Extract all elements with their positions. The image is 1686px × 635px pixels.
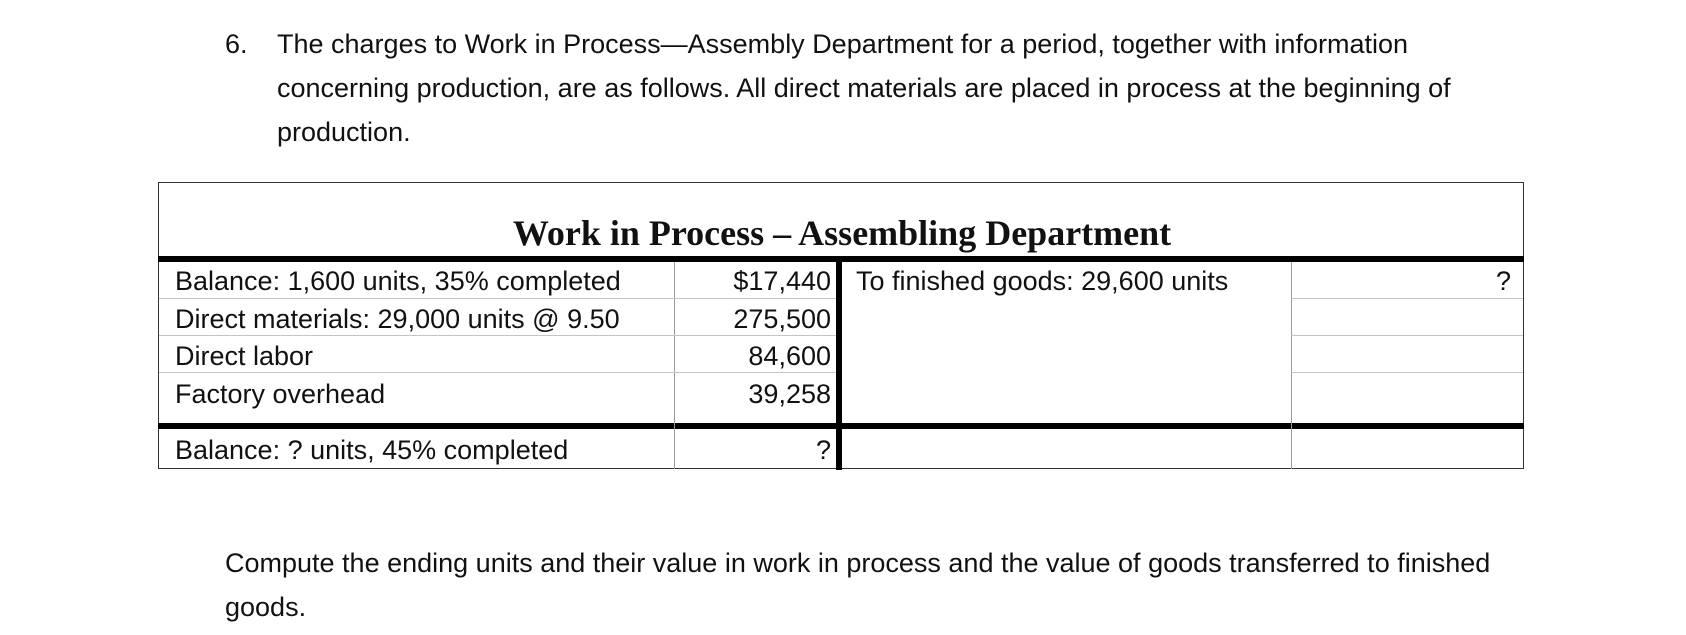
debit-row-amount: 84,600 xyxy=(748,341,831,371)
ending-balance-label: Balance: ? units, 45% completed xyxy=(175,435,569,465)
ending-balance-amount: ? xyxy=(815,435,831,465)
t-account xyxy=(158,182,1524,469)
credit-column-divider xyxy=(1291,262,1292,469)
problem-number: 6. xyxy=(225,29,248,59)
debit-row-amount: $17,440 xyxy=(733,266,831,296)
instruction-text: Compute the ending units and their value in work in process and the value of goods transferred to finished goods. xyxy=(225,548,1491,622)
row-divider xyxy=(1291,372,1523,373)
debit-column-divider xyxy=(674,262,675,469)
debit-row-amount: 39,258 xyxy=(748,379,831,409)
problem-text: The charges to Work in Process—Assembly Department for a period, together with information concerning production, are as follows. All direct materials are placed in process at the beginning of production. xyxy=(277,29,1451,147)
center-rule xyxy=(836,256,842,470)
row-divider xyxy=(159,335,836,336)
debit-row-amount: 275,500 xyxy=(733,304,831,334)
debit-row-label: Direct materials: 29,000 units @ 9.50 xyxy=(175,304,620,334)
debit-row-label: Balance: 1,600 units, 35% completed xyxy=(175,266,621,296)
row-divider xyxy=(159,298,836,299)
t-account-title: Work in Process – Assembling Department xyxy=(512,213,1172,253)
row-divider xyxy=(159,372,836,373)
row-divider xyxy=(1291,298,1523,299)
row-divider xyxy=(1291,335,1523,336)
credit-row-label: To finished goods: 29,600 units xyxy=(856,266,1229,296)
credit-row-amount: ? xyxy=(1495,266,1511,296)
debit-row-label: Direct labor xyxy=(175,341,314,371)
debit-row-label: Factory overhead xyxy=(175,379,386,409)
